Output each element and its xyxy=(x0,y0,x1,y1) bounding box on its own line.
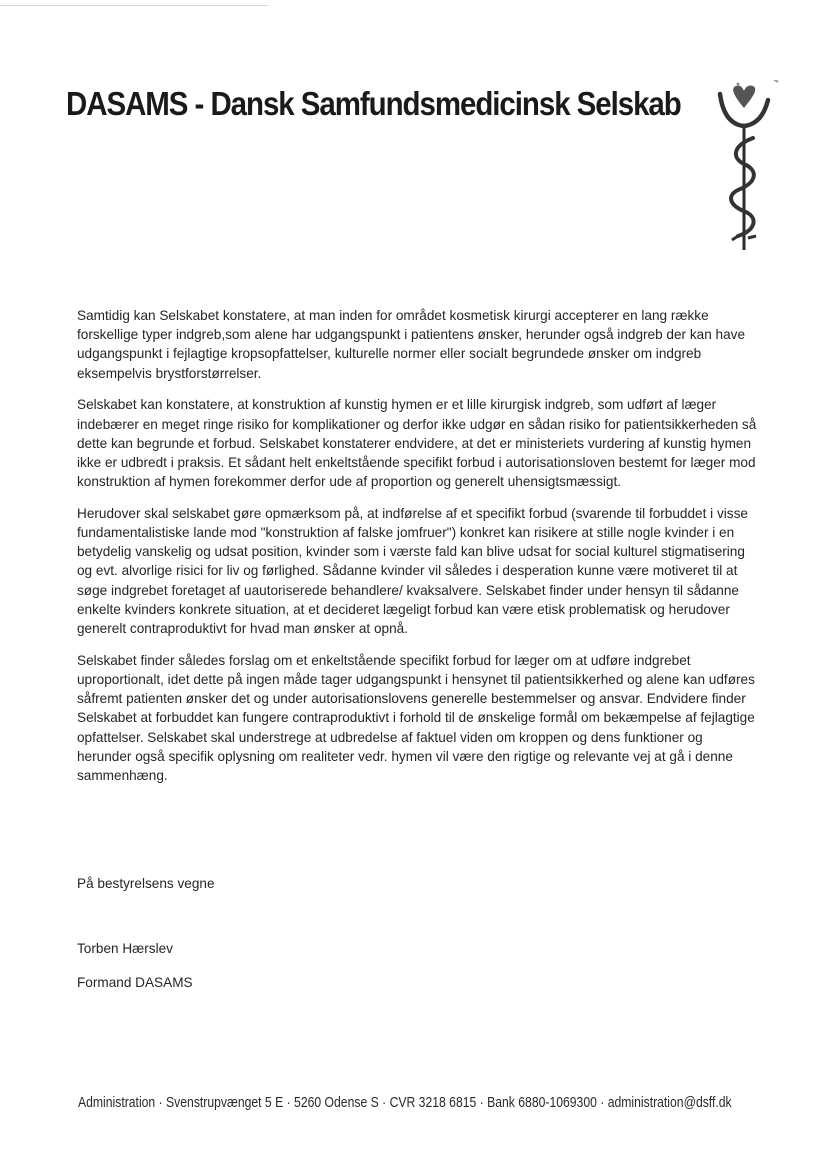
paragraph-3: Herudover skal selskabet gøre opmærksom på, at indførelse af et specifikt forbud (svarende til forbuddet i visse fundamentalistiske lande mod "konstruktion af falske jomfruer") konkret kan risikere at stille nogle kvinder i en betydelig vanskelig og udsat position, kvinder som i værste fald kan blive udsat for social kulturel stigmatisering og evt. alvorlige risici for liv og førlighed. Sådanne kvinder vil således i desperation kunne være motiveret til at søge indgrebet foretaget af uautoriserede behandlere/ kvaksalvere. Selskabet finder under hensyn til sådanne enkelte kvinders konkrete situation, at et decideret lægeligt forbud kan være etisk problematisk og herudover generelt contraproduktivt for hvad man ønsker at opnå. xyxy=(77,505,748,637)
page-title: DASAMS - Dansk Samfundsmedicinsk Selskab xyxy=(66,86,681,123)
signature-role: Formand DASAMS xyxy=(77,975,193,990)
scan-edge-line xyxy=(0,5,268,6)
footer-address: Administration · Svenstrupvænget 5 E · 5260 Odense S · CVR 3218 6815 · Bank 6880-1069300 · administration@dsff.dk xyxy=(78,1095,732,1111)
paragraph-1: Samtidig kan Selskabet konstatere, at man inden for området kosmetisk kirurgi accepterer en lang række forskellige typer indgreb,som alene har udgangspunkt i patientens ønsker, herunder også indgreb der kan have udgangspunkt i fejlagtige kropsopfattelser, kulturelle normer eller socialt begrundede ønsker om indgreb eksempelvis brystforstørrelser. xyxy=(77,308,746,381)
signature-name: Torben Hærslev xyxy=(77,941,173,956)
signature-on-behalf: På bestyrelsens vegne xyxy=(77,876,215,891)
letter-body xyxy=(77,306,759,798)
staff-of-asclepius-logo xyxy=(712,80,780,256)
paragraph-2: Selskabet kan konstatere, at konstruktion af kunstig hymen er et lille kirurgisk indgreb, som udført af læger indebærer en meget ringe risiko for komplikationer og derfor ikke udgør en sådan risiko for patientsikkerheden så dette kan begrunde et forbud. Selskabet konstaterer endvidere, at det er ministeriets vurdering af kunstig hymen ikke er udbredt i praksis. Et sådant helt enkeltstående specifikt forbud i autorisationsloven bestemt for læger mod konstruktion af hymen forekommer derfor ude af proportion og generelt uhensigtsmæssigt. xyxy=(77,397,757,490)
paragraph-4: Selskabet finder således forslag om et enkeltstående specifikt forbud for læger om at udføre indgrebet uproportionalt, idet dette på ingen måde tager udgangspunkt i hensynet til patientsikkerhed og alene kan udføres såfremt patienten ønsker det og under autorisationslovens generelle bestemmelser og ansvar. Endvidere finder Selskabet at forbuddet kan fungere contraproduktivt i forhold til de ønskelige formål om bekæmpelse af fejlagtige opfattelser. Selskabet skal understrege at udbredelse af faktuel viden om kroppen og dens funktioner og herunder også specifik oplysning om realiteter vedr. hymen vil være den rigtige og relevante vej at gå i denne sammenhæng. xyxy=(77,652,755,783)
